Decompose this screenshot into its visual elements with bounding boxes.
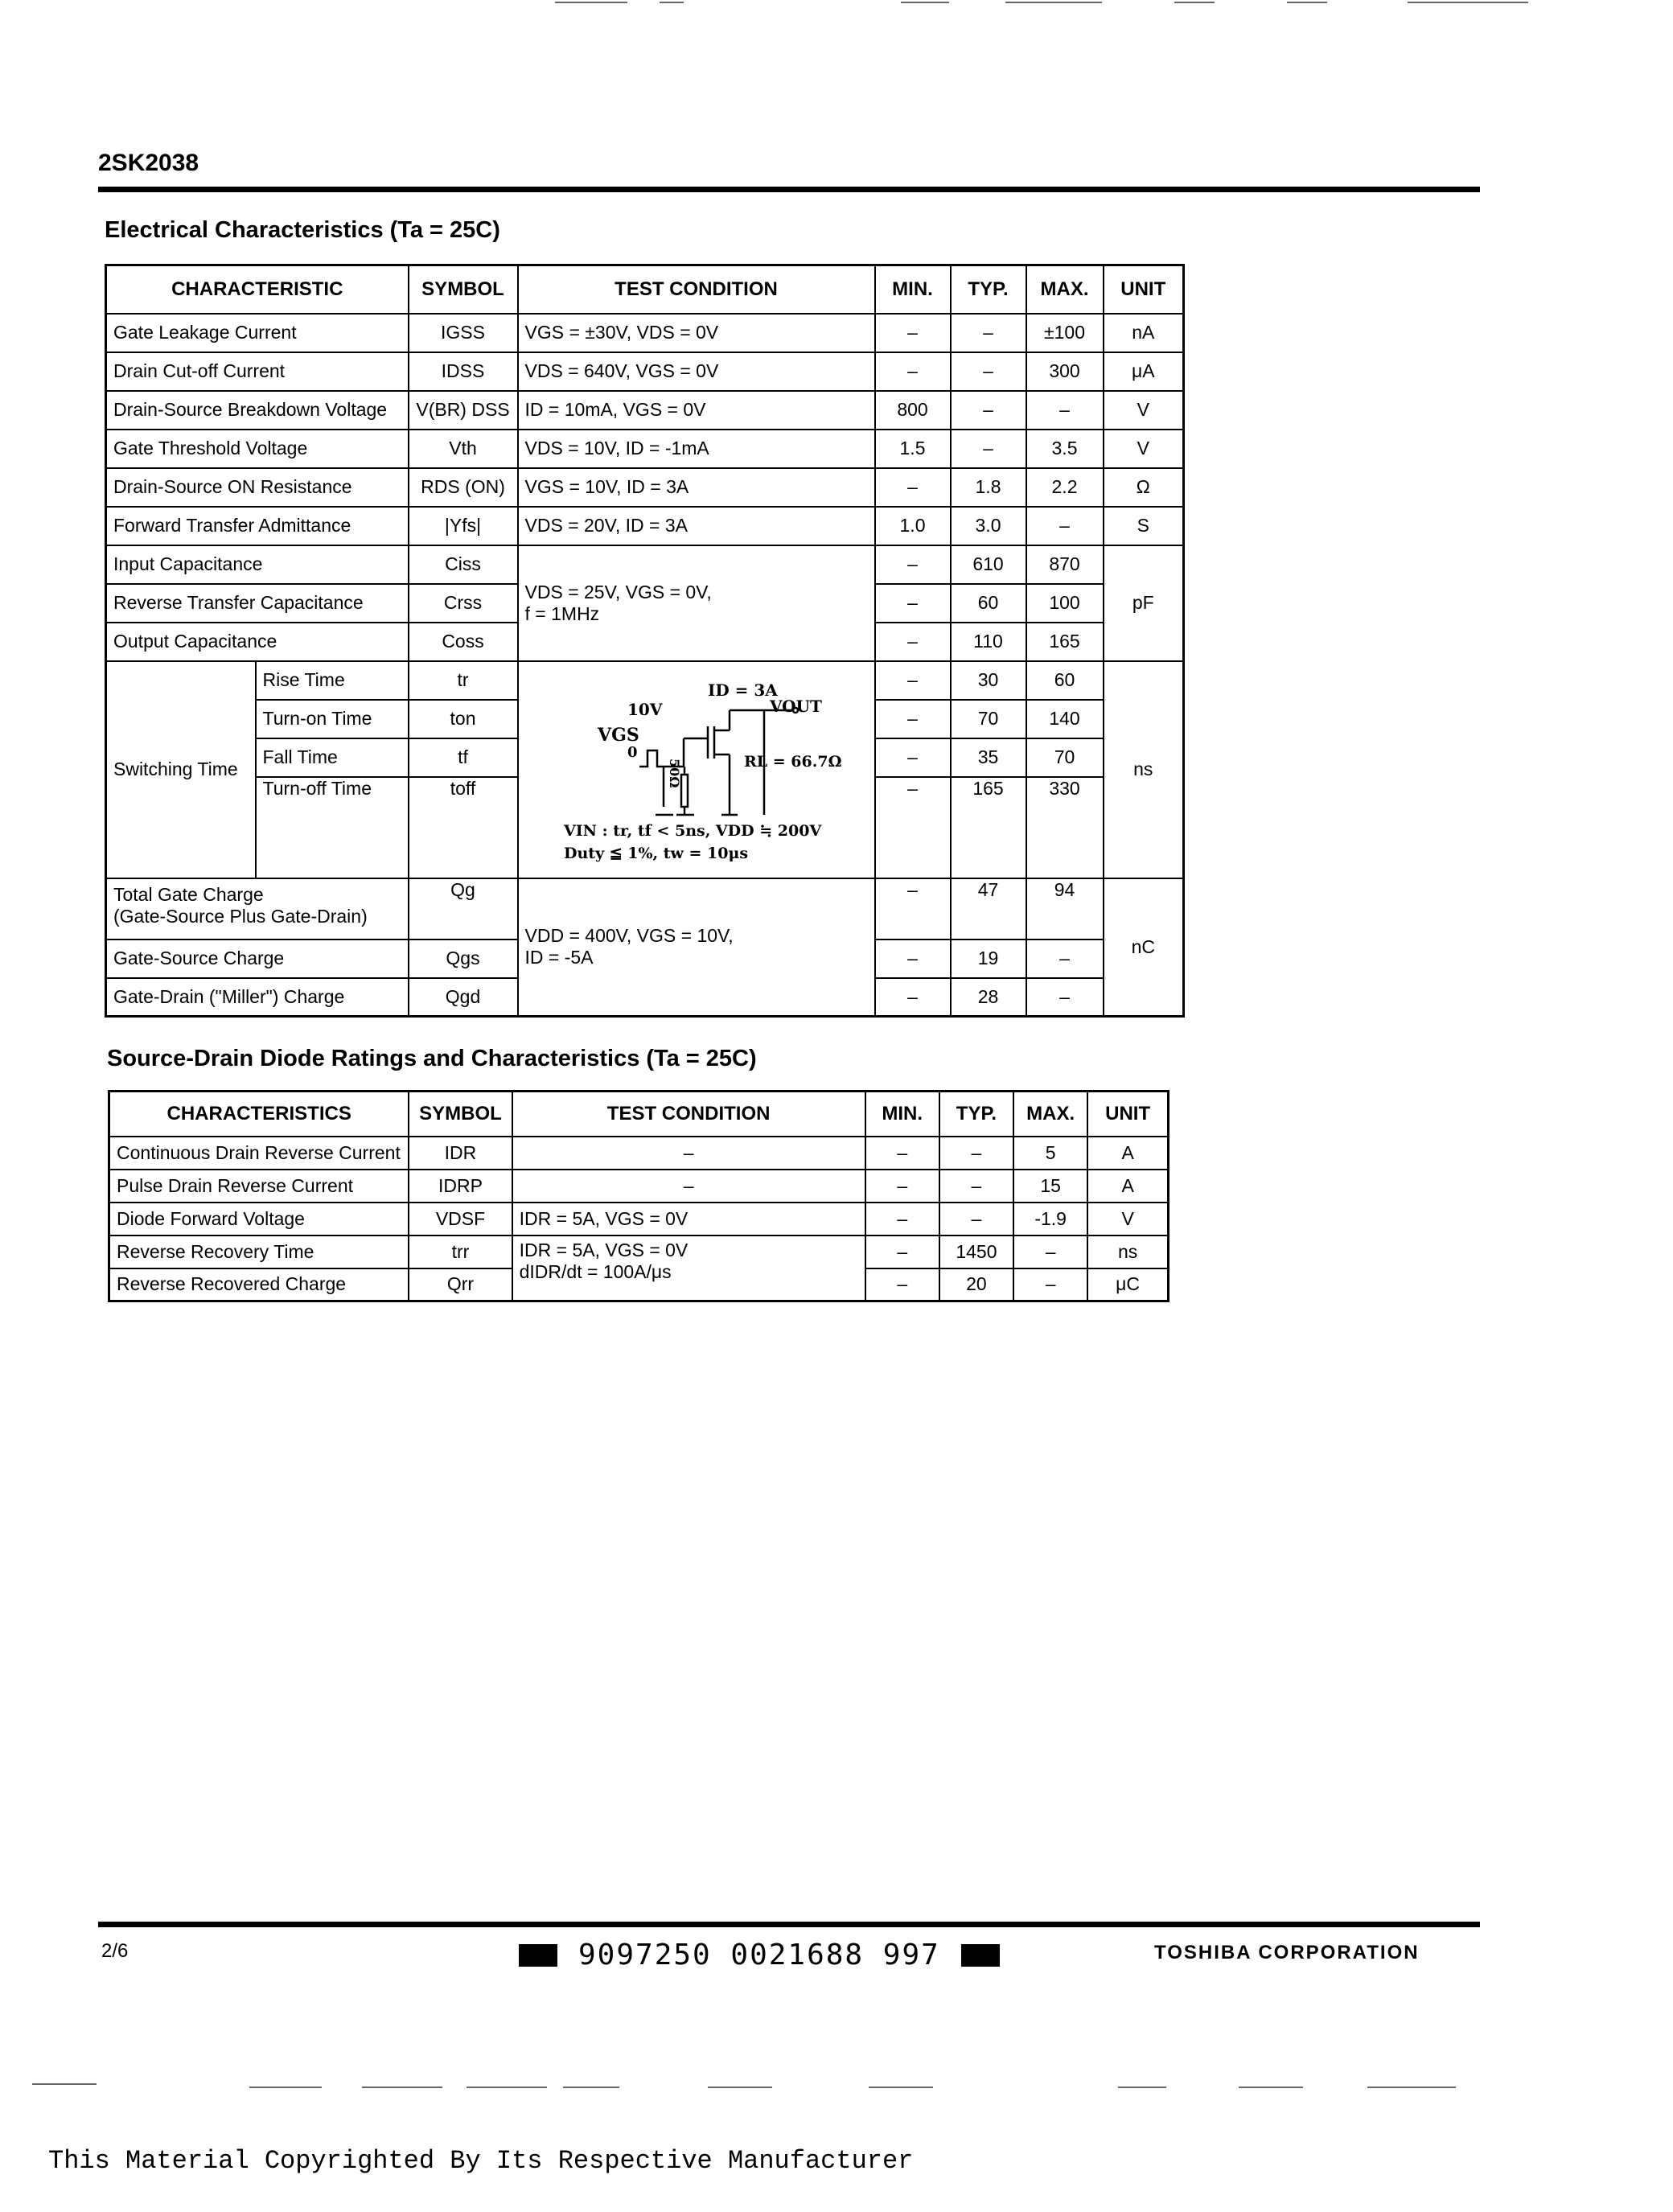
total-gate-charge-sublabel: (Gate-Source Plus Gate-Drain) — [113, 905, 368, 927]
typ-cell: – — [951, 391, 1026, 430]
symbol-cell: Qgs — [409, 939, 518, 978]
min-cell: 800 — [875, 391, 951, 430]
typ-cell: 610 — [951, 545, 1026, 584]
capacitance-unit-cell: pF — [1104, 545, 1184, 661]
table-row — [106, 352, 1184, 391]
characteristic-cell: Drain-Source ON Resistance — [106, 468, 409, 507]
part-number: 2SK2038 — [98, 150, 199, 176]
max-cell: 5 — [1013, 1137, 1087, 1170]
characteristic-cell: Drain Cut-off Current — [106, 352, 409, 391]
max-cell: – — [1026, 391, 1104, 430]
table-row — [106, 430, 1184, 468]
max-cell: -1.9 — [1013, 1203, 1087, 1236]
max-cell: – — [1026, 507, 1104, 545]
typ-cell: – — [951, 314, 1026, 352]
typ-cell: – — [939, 1170, 1013, 1203]
typ-cell: – — [951, 352, 1026, 391]
symbol-cell: IDRP — [409, 1170, 512, 1203]
unit-cell: V — [1104, 391, 1184, 430]
min-cell: 1.0 — [875, 507, 951, 545]
footer-rule — [98, 1922, 1480, 1927]
symbol-cell: RDS (ON) — [409, 468, 518, 507]
characteristic-cell: Reverse Transfer Capacitance — [106, 584, 409, 623]
max-cell: 100 — [1026, 584, 1104, 623]
circuit-note-timing: VIN : tr, tf < 5ns, VDD ≒ 200V — [563, 821, 821, 840]
min-cell: – — [865, 1203, 939, 1236]
gate-charge-condition-cell — [518, 878, 875, 1017]
barcode-block-right — [961, 1944, 1000, 1967]
table-row — [106, 314, 1184, 352]
symbol-cell: trr — [409, 1236, 512, 1268]
switching-circuit-cell — [518, 661, 875, 878]
characteristic-cell: Turn-on Time — [256, 700, 409, 738]
col-header-characteristic: CHARACTERISTIC — [106, 265, 409, 314]
circuit-label-vout: VOUT — [769, 696, 822, 716]
min-cell: – — [875, 584, 951, 623]
symbol-cell: Vth — [409, 430, 518, 468]
min-cell: – — [875, 738, 951, 777]
typ-cell: 1450 — [939, 1236, 1013, 1268]
col-header-max: MAX. — [1026, 265, 1104, 314]
min-cell: – — [865, 1170, 939, 1203]
col-header-min: MIN. — [865, 1092, 939, 1137]
min-cell: – — [875, 545, 951, 584]
switching-test-circuit — [519, 662, 873, 863]
typ-cell: 165 — [951, 777, 1026, 878]
capacitance-condition-cell — [518, 545, 875, 661]
min-cell: – — [875, 314, 951, 352]
circuit-label-10v: 10V — [627, 699, 662, 719]
symbol-cell: Qrr — [409, 1268, 512, 1301]
table-row — [109, 1203, 1169, 1236]
copyright-notice: This Material Copyrighted By Its Respective Manufacturer — [48, 2146, 914, 2176]
table-row — [106, 507, 1184, 545]
col-header-min: MIN. — [875, 265, 951, 314]
min-cell: – — [865, 1236, 939, 1268]
gate-charge-condition-line2: ID = -5A — [524, 947, 594, 968]
electrical-characteristics-table — [105, 264, 1185, 1018]
table-row — [109, 1170, 1169, 1203]
condition-cell: VGS = 10V, ID = 3A — [518, 468, 875, 507]
document-code: 9097250 0021688 997 — [578, 1939, 940, 1971]
typ-cell: 47 — [951, 878, 1026, 939]
characteristic-cell: Reverse Recovered Charge — [109, 1268, 409, 1301]
max-cell: – — [1026, 978, 1104, 1017]
typ-cell: 3.0 — [951, 507, 1026, 545]
characteristic-cell: Input Capacitance — [106, 545, 409, 584]
characteristic-cell: Reverse Recovery Time — [109, 1236, 409, 1268]
condition-cell: – — [512, 1170, 865, 1203]
characteristic-cell: Diode Forward Voltage — [109, 1203, 409, 1236]
typ-cell: 28 — [951, 978, 1026, 1017]
symbol-cell: IDSS — [409, 352, 518, 391]
typ-cell: – — [951, 430, 1026, 468]
recovery-condition-line1: IDR = 5A, VGS = 0V — [519, 1239, 689, 1260]
table-row — [109, 1236, 1169, 1268]
characteristic-cell: Gate-Source Charge — [106, 939, 409, 978]
col-header-unit: UNIT — [1087, 1092, 1168, 1137]
typ-cell: – — [939, 1137, 1013, 1170]
symbol-cell: Qgd — [409, 978, 518, 1017]
min-cell: – — [875, 623, 951, 661]
min-cell: – — [875, 661, 951, 700]
unit-cell: nA — [1104, 314, 1184, 352]
symbol-cell: Qg — [409, 878, 518, 939]
col-header-max: MAX. — [1013, 1092, 1087, 1137]
max-cell: 140 — [1026, 700, 1104, 738]
characteristic-cell: Forward Transfer Admittance — [106, 507, 409, 545]
col-header-unit: UNIT — [1104, 265, 1184, 314]
max-cell: 300 — [1026, 352, 1104, 391]
barcode-block-left — [519, 1944, 557, 1967]
characteristic-cell: Gate Leakage Current — [106, 314, 409, 352]
unit-cell: Ω — [1104, 468, 1184, 507]
col-header-symbol: SYMBOL — [409, 1092, 512, 1137]
corporation-name: TOSHIBA CORPORATION — [1154, 1942, 1420, 1963]
unit-cell: A — [1087, 1170, 1168, 1203]
typ-cell: 20 — [939, 1268, 1013, 1301]
min-cell: – — [875, 978, 951, 1017]
typ-cell: 110 — [951, 623, 1026, 661]
header-rule — [98, 187, 1480, 192]
max-cell: ±100 — [1026, 314, 1104, 352]
max-cell: – — [1013, 1236, 1087, 1268]
symbol-cell: Crss — [409, 584, 518, 623]
typ-cell: 35 — [951, 738, 1026, 777]
symbol-cell: tr — [409, 661, 518, 700]
page-number: 2/6 — [101, 1940, 129, 1962]
min-cell: – — [865, 1268, 939, 1301]
max-cell: 2.2 — [1026, 468, 1104, 507]
min-cell: – — [875, 700, 951, 738]
typ-cell: 30 — [951, 661, 1026, 700]
col-header-characteristics: CHARACTERISTICS — [109, 1092, 409, 1137]
max-cell: 330 — [1026, 777, 1104, 878]
characteristic-cell: Pulse Drain Reverse Current — [109, 1170, 409, 1203]
circuit-label-zero: 0 — [627, 743, 638, 761]
col-header-test-condition: TEST CONDITION — [512, 1092, 865, 1137]
unit-cell: μA — [1104, 352, 1184, 391]
min-cell: – — [875, 878, 951, 939]
circuit-label-r50: 50Ω — [666, 758, 682, 788]
characteristic-cell — [106, 878, 409, 939]
max-cell: 60 — [1026, 661, 1104, 700]
total-gate-charge-label: Total Gate Charge — [113, 883, 264, 905]
switching-unit-cell: ns — [1104, 661, 1184, 878]
switching-time-label: Switching Time — [106, 661, 256, 878]
typ-cell: 19 — [951, 939, 1026, 978]
table-row — [109, 1137, 1169, 1170]
typ-cell: 60 — [951, 584, 1026, 623]
col-header-symbol: SYMBOL — [409, 265, 518, 314]
characteristic-cell: Output Capacitance — [106, 623, 409, 661]
capacitance-condition-line1: VDS = 25V, VGS = 0V, — [524, 581, 712, 602]
min-cell: – — [865, 1137, 939, 1170]
max-cell: 94 — [1026, 878, 1104, 939]
gate-charge-condition-line1: VDD = 400V, VGS = 10V, — [524, 925, 734, 947]
characteristic-cell: Turn-off Time — [256, 777, 409, 878]
typ-cell: 1.8 — [951, 468, 1026, 507]
table-row — [106, 468, 1184, 507]
condition-cell: ID = 10mA, VGS = 0V — [518, 391, 875, 430]
typ-cell: 70 — [951, 700, 1026, 738]
max-cell: 70 — [1026, 738, 1104, 777]
unit-cell: A — [1087, 1137, 1168, 1170]
source-drain-table — [108, 1090, 1169, 1302]
max-cell: 165 — [1026, 623, 1104, 661]
symbol-cell: toff — [409, 777, 518, 878]
recovery-condition-line2: dIDR/dt = 100A/μs — [519, 1260, 672, 1282]
electrical-characteristics-title: Electrical Characteristics (Ta = 25C) — [105, 217, 500, 243]
condition-cell: VDS = 20V, ID = 3A — [518, 507, 875, 545]
symbol-cell: ton — [409, 700, 518, 738]
table-row — [106, 878, 1184, 939]
capacitance-condition-line2: f = 1MHz — [524, 602, 600, 624]
table-row — [106, 391, 1184, 430]
symbol-cell: VDSF — [409, 1203, 512, 1236]
min-cell: – — [875, 468, 951, 507]
condition-cell: VGS = ±30V, VDS = 0V — [518, 314, 875, 352]
unit-cell: S — [1104, 507, 1184, 545]
symbol-cell: V(BR) DSS — [409, 391, 518, 430]
condition-cell: – — [512, 1137, 865, 1170]
condition-cell: VDS = 10V, ID = -1mA — [518, 430, 875, 468]
symbol-cell: IGSS — [409, 314, 518, 352]
table-row — [106, 545, 1184, 584]
col-header-typ: TYP. — [951, 265, 1026, 314]
symbol-cell: IDR — [409, 1137, 512, 1170]
max-cell: 15 — [1013, 1170, 1087, 1203]
unit-cell: V — [1104, 430, 1184, 468]
typ-cell: – — [939, 1203, 1013, 1236]
characteristic-cell: Rise Time — [256, 661, 409, 700]
barcode-line — [519, 1939, 1000, 1971]
min-cell: – — [875, 777, 951, 878]
circuit-label-vgs: VGS — [597, 724, 639, 746]
max-cell: 870 — [1026, 545, 1104, 584]
condition-cell: VDS = 640V, VGS = 0V — [518, 352, 875, 391]
min-cell: – — [875, 352, 951, 391]
condition-cell: IDR = 5A, VGS = 0V — [512, 1203, 865, 1236]
max-cell: 3.5 — [1026, 430, 1104, 468]
col-header-test-condition: TEST CONDITION — [518, 265, 875, 314]
unit-cell: ns — [1087, 1236, 1168, 1268]
symbol-cell: Coss — [409, 623, 518, 661]
unit-cell: μC — [1087, 1268, 1168, 1301]
characteristic-cell: Continuous Drain Reverse Current — [109, 1137, 409, 1170]
min-cell: 1.5 — [875, 430, 951, 468]
max-cell: – — [1013, 1268, 1087, 1301]
circuit-label-rl: RL = 66.7Ω — [743, 752, 842, 771]
max-cell: – — [1026, 939, 1104, 978]
recovery-condition-cell — [512, 1236, 865, 1301]
table-row — [106, 661, 1184, 700]
unit-cell: V — [1087, 1203, 1168, 1236]
characteristic-cell: Gate-Drain ("Miller") Charge — [106, 978, 409, 1017]
circuit-note-duty: Duty ≦ 1%, tw = 10μs — [563, 844, 748, 862]
symbol-cell: tf — [409, 738, 518, 777]
min-cell: – — [875, 939, 951, 978]
characteristic-cell: Fall Time — [256, 738, 409, 777]
circuit-label-id: ID = 3A — [707, 680, 778, 700]
characteristic-cell: Drain-Source Breakdown Voltage — [106, 391, 409, 430]
gate-charge-unit-cell: nC — [1104, 878, 1184, 1017]
source-drain-title: Source-Drain Diode Ratings and Characteristics (Ta = 25C) — [107, 1046, 757, 1071]
symbol-cell: Ciss — [409, 545, 518, 584]
col-header-typ: TYP. — [939, 1092, 1013, 1137]
characteristic-cell: Gate Threshold Voltage — [106, 430, 409, 468]
symbol-cell: |Yfs| — [409, 507, 518, 545]
